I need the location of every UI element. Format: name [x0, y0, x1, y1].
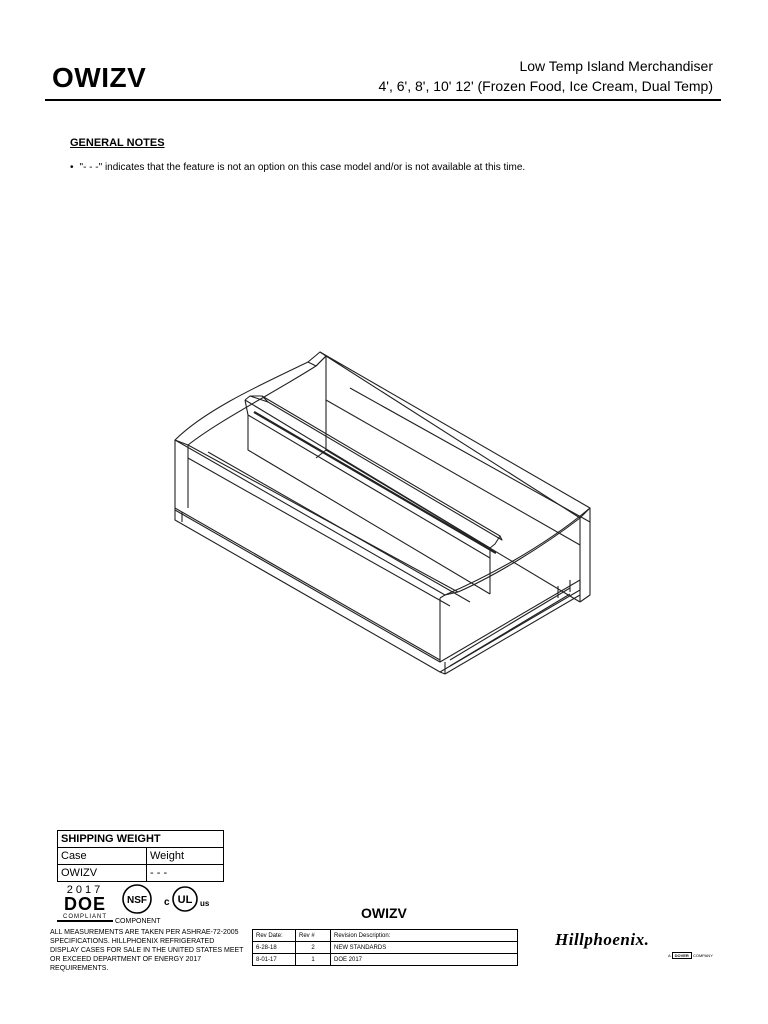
bullet-icon: •: [70, 162, 74, 173]
general-note-item: [70, 162, 525, 173]
table-header-row: [58, 848, 224, 865]
table-row: [58, 865, 224, 882]
general-notes-heading: GENERAL NOTES: [70, 137, 165, 149]
table-cell: 8-01-17: [253, 954, 296, 966]
column-header: Revision Description:: [331, 930, 518, 942]
table-cell: 2: [296, 942, 331, 954]
svg-text:UL: UL: [177, 894, 193, 906]
column-header: Weight: [147, 848, 224, 865]
column-header: Rev Date:: [253, 930, 296, 942]
table-cell: 1: [296, 954, 331, 966]
svg-text:DOE: DOE: [63, 894, 107, 914]
column-header: Case: [58, 848, 147, 865]
page-title: OWIZV: [52, 62, 147, 93]
shipping-weight-table: [57, 830, 224, 882]
table-cell: 6-28-18: [253, 942, 296, 954]
table-header-row: [253, 930, 518, 942]
svg-text:c: c: [164, 897, 170, 908]
table-row: [253, 954, 518, 966]
nsf-logo: [121, 883, 153, 915]
header-divider: [45, 99, 721, 101]
component-label: COMPONENT: [115, 918, 161, 925]
dover-company-tagline: A DOVER COMPANY: [668, 953, 713, 958]
table-title-row: [58, 831, 224, 848]
table-cell: DOE 2017: [331, 954, 518, 966]
svg-text:us: us: [200, 899, 210, 908]
measurement-disclaimer: ALL MEASUREMENTS ARE TAKEN PER ASHRAE-72-2005 SPECIFICATIONS. HILLPHOENIX REFRIGERATED DISPLAY CASES FOR SALE IN THE UNITED STATES MEET OR EXCEED DEPARTMENT OF ENERGY 2017 REQUIREMENTS.: [50, 929, 244, 972]
column-header: Rev #: [296, 930, 331, 942]
table-row: [253, 942, 518, 954]
table-cell: - - -: [147, 865, 224, 882]
product-description: Low Temp Island Merchandiser: [519, 58, 713, 74]
svg-text:COMPLIANT: COMPLIANT: [62, 914, 108, 920]
hillphoenix-logo: Hillphoenix.: [555, 930, 650, 949]
doe-compliant-logo: [57, 883, 113, 923]
svg-text:2017: 2017: [66, 884, 104, 896]
ul-listed-logo: [160, 883, 216, 915]
product-sizes: 4', 6', 8', 10' 12' (Frozen Food, Ice Cream, Dual Temp): [378, 78, 713, 94]
svg-text:NSF: NSF: [127, 895, 147, 906]
dover-logo: DOVER: [672, 952, 692, 959]
table-title: SHIPPING WEIGHT: [58, 831, 224, 848]
revision-table: [252, 929, 518, 966]
table-cell: NEW STANDARDS: [331, 942, 518, 954]
footer-model-name: OWIZV: [361, 905, 407, 921]
case-illustration: [150, 340, 620, 680]
general-note-text: "- - -" indicates that the feature is not an option on this case model and/or is not available at this time.: [79, 162, 526, 173]
table-cell: OWIZV: [58, 865, 147, 882]
